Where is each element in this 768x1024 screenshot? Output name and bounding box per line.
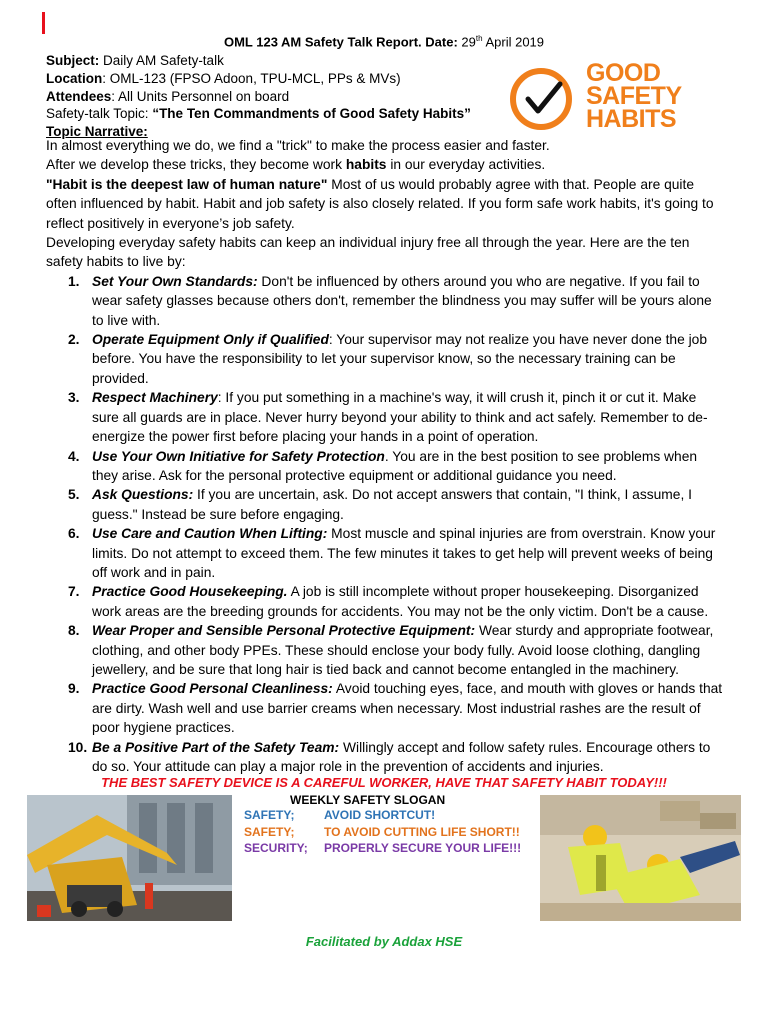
- rule-number: 4.: [68, 448, 80, 464]
- crane-accident-photo: [27, 795, 232, 921]
- rule-number: 8.: [68, 623, 80, 639]
- intro-p3-rest: Most of us would probably agree with that. People are quite often influenced by habit. Habit and job safety is also closely related. If you form safe work habits, it's going to reflect positively in everyone’s job safety.: [46, 176, 714, 231]
- rule-text: A job is still incomplete without proper housekeeping. Disorganized work areas are the breeding grounds for accidents. You may not be the only victim. Don't be a cause.: [92, 584, 709, 619]
- rule-number: 5.: [68, 487, 80, 503]
- rule-number: 2.: [68, 332, 80, 348]
- list-item: [46, 388, 724, 446]
- injured-worker-photo: [540, 795, 741, 921]
- intro-p2-c: in our everyday activities.: [386, 157, 546, 173]
- intro-p2-a: After we develop these tricks, they become work: [46, 157, 346, 173]
- rule-number: 10.: [68, 739, 88, 755]
- intro-p2-habits: habits: [345, 157, 387, 173]
- location-line: [46, 70, 506, 88]
- rule-title: Practice Good Personal Cleanliness:: [92, 681, 333, 697]
- good-safety-habits-logo: [504, 59, 714, 133]
- list-item: [46, 679, 724, 737]
- rule-title: Use Your Own Initiative for Safety Protection: [92, 448, 385, 464]
- location-value: : OML-123 (FPSO Adoon, TPU-MCL, PPs & MVs): [102, 70, 401, 86]
- slogan-value: AVOID SHORTCUT!: [324, 808, 436, 822]
- slogan-row: [244, 808, 435, 822]
- facilitator-credit: Facilitated by Addax HSE: [305, 934, 463, 949]
- logo-line-good: GOOD: [586, 59, 661, 87]
- rule-number: 6.: [68, 526, 80, 542]
- rule-number: 9.: [68, 681, 80, 697]
- rule-number: 7.: [68, 584, 80, 600]
- report-date-day: 29: [461, 34, 476, 50]
- rule-text: Don't be influenced by others around you who are negative. If you fail to wear safety glasses because others don't, remember the blindness you may suffer will be yours alone to live with.: [92, 273, 712, 328]
- slogan-key: SAFETY;: [244, 808, 295, 822]
- weekly-slogan-title: WEEKLY SAFETY SLOGAN: [290, 793, 446, 807]
- rule-title: Ask Questions:: [92, 487, 194, 503]
- safety-banner: THE BEST SAFETY DEVICE IS A CAREFUL WORKER, HAVE THAT SAFETY HABIT TODAY!!!: [101, 775, 667, 790]
- report-date-rest: April 2019: [485, 34, 545, 50]
- habit-quote: "Habit is the deepest law of human nature": [46, 176, 328, 192]
- rule-title: Use Care and Caution When Lifting:: [92, 526, 328, 542]
- list-item: [46, 272, 724, 330]
- rule-text: . You are in the best position to see problems when they arise. Ask for the personal protective equipment or additional guidance you need.: [92, 448, 698, 483]
- list-item: [46, 738, 724, 777]
- attendees-value: : All Units Personnel on board: [111, 88, 290, 104]
- report-title: [0, 34, 768, 49]
- rule-text: If you are uncertain, ask. Do not accept answers that contain, "I think, I assume, I guess." Instead be sure before engaging.: [92, 487, 692, 522]
- location-label: Location: [46, 70, 103, 86]
- intro-paragraph-3: [46, 175, 724, 233]
- subject-label: Subject:: [46, 53, 100, 68]
- intro-paragraph-1: In almost everything we do, we find a "trick" to make the process easier and faster.: [46, 138, 550, 153]
- topic-value: “The Ten Commandments of Good Safety Habits”: [152, 106, 471, 122]
- rule-text: Avoid touching eyes, face, and mouth with gloves or hands that are dirty. Wash well and use barrier creams when necessary. Most industrial rashes are the result of poor hygiene practices.: [92, 681, 723, 736]
- topic-label: Safety-talk Topic:: [46, 106, 153, 122]
- list-item: [46, 447, 724, 486]
- rule-text: Wear sturdy and appropriate footwear, clothing, and other body PPEs. These should enclose your body fully. Avoid loose clothing, dangling jewellery, and be sure that long hair is tied back and cannot become entangled in the machinery.: [92, 623, 714, 677]
- subject-value: Daily AM Safety-talk: [103, 53, 224, 68]
- red-margin-mark: [42, 12, 45, 34]
- intro-paragraph-4: Developing everyday safety habits can keep an individual injury free all through the year. Here are the ten safety habits to live by:: [46, 235, 690, 270]
- rule-title: Practice Good Housekeeping.: [92, 584, 288, 600]
- rule-title: Be a Positive Part of the Safety Team:: [92, 739, 340, 755]
- report-header: [46, 52, 506, 141]
- slogan-row: [244, 825, 520, 839]
- checkmark-circle-icon: [504, 62, 582, 132]
- list-item: [46, 524, 724, 582]
- subject-line: [46, 52, 506, 70]
- rule-text: Most muscle and spinal injuries are from overstrain. Know your limits. Do not attempt to exceed them. The few minutes it takes to get help will prevent weeks of being off work and in pain.: [92, 526, 716, 580]
- logo-line-habits: HABITS: [586, 105, 677, 133]
- list-item: [46, 485, 724, 524]
- topic-line: [46, 105, 506, 123]
- logo-line-safety: SAFETY: [586, 82, 682, 110]
- slogan-value: TO AVOID CUTTING LIFE SHORT!!: [324, 825, 520, 839]
- slogan-key: SAFETY;: [244, 825, 295, 839]
- safety-habits-list: [46, 272, 724, 777]
- report-title-text: OML 123 AM Safety Talk Report. Date:: [223, 34, 458, 50]
- rule-text: : If you put something in a machine's way, it will crush it, pinch it or cut it. Make sure all guards are in place. Never hurry beyond your ability to think and act safely. Remember to de-energize the power first before placing your hands in a point of operation.: [92, 390, 708, 445]
- list-item: [46, 582, 724, 621]
- narrative-body: [46, 136, 724, 776]
- attendees-label: Attendees: [46, 88, 112, 104]
- rule-title: Wear Proper and Sensible Personal Protective Equipment:: [92, 623, 476, 639]
- rule-title: Operate Equipment Only if Qualified: [92, 332, 329, 348]
- rule-number: 3.: [68, 390, 80, 406]
- topic-narrative-heading: Topic Narrative:: [46, 124, 148, 140]
- rule-title: Set Your Own Standards:: [92, 273, 258, 289]
- rule-text: : Your supervisor may not realize you have never done the job before. You have the responsibility to let your supervisor know, so the necessary training can be provided.: [92, 332, 708, 386]
- report-date-suffix: th: [475, 34, 483, 43]
- list-item: [46, 330, 724, 388]
- rule-number: 1.: [68, 273, 80, 289]
- list-item: [46, 621, 724, 679]
- rule-title: Respect Machinery: [92, 390, 218, 406]
- slogan-row: [244, 841, 521, 855]
- slogan-value: PROPERLY SECURE YOUR LIFE!!!: [324, 841, 522, 855]
- logo-text: [586, 59, 682, 133]
- intro-paragraph-2: [46, 155, 724, 174]
- rule-text: Willingly accept and follow safety rules. Encourage others to do so. Your attitude can play a major role in the prevention of accidents and injuries.: [92, 739, 711, 774]
- slogan-key: SECURITY;: [244, 841, 308, 855]
- attendees-line: [46, 88, 506, 106]
